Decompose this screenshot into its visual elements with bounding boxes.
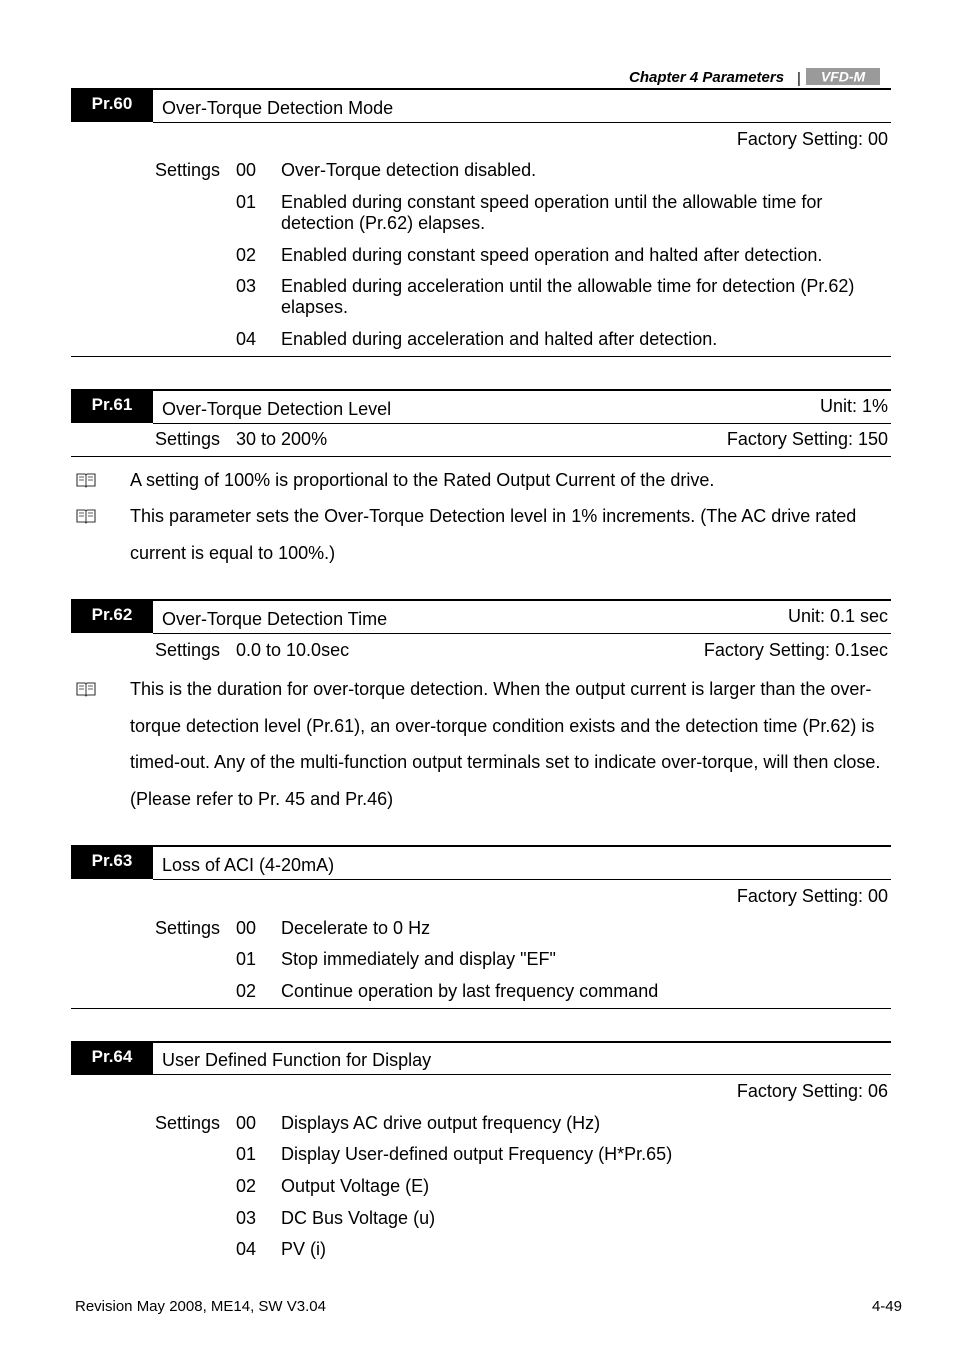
factory-setting-pr63: Factory Setting: 00 [736, 886, 888, 906]
setting-code: 03 [236, 276, 257, 296]
section-rule-top [71, 599, 891, 601]
setting-code: 04 [236, 1239, 257, 1259]
parameter-tab-pr61: Pr.61 [71, 390, 153, 423]
setting-description: Over-Torque detection disabled. [281, 160, 537, 180]
settings-label: Settings [155, 640, 221, 660]
parameter-tab-pr62: Pr.62 [71, 600, 153, 633]
title-rule [153, 122, 891, 123]
section-rule-top [71, 389, 891, 391]
setting-code: 00 [236, 918, 257, 938]
note-text: A setting of 100% is proportional to the Rated Output Current of the drive. [130, 470, 715, 490]
title-rule [153, 879, 891, 880]
parameter-title-pr61: Over-Torque Detection Level [162, 399, 392, 419]
factory-setting-pr60: Factory Setting: 00 [736, 129, 888, 149]
section-rule-top [71, 1041, 891, 1043]
setting-description: Stop immediately and display "EF" [281, 949, 556, 969]
setting-description: Enabled during acceleration and halted after detection. [281, 329, 718, 349]
title-rule [153, 1074, 891, 1075]
unit-pr62: Unit: 0.1 sec [787, 606, 888, 626]
parameter-title-pr60: Over-Torque Detection Mode [162, 98, 394, 118]
setting-code: 01 [236, 192, 257, 212]
settings-label: Settings [155, 918, 221, 938]
setting-code: 00 [236, 1113, 257, 1133]
setting-code: 03 [236, 1208, 257, 1228]
section-rule-bottom [71, 456, 891, 457]
title-rule [153, 633, 891, 634]
section-rule-bottom [71, 356, 891, 357]
parameter-tab-pr64: Pr.64 [71, 1042, 153, 1075]
unit-pr61: Unit: 1% [819, 396, 888, 416]
page-number: 4-49 [871, 1298, 902, 1315]
parameter-title-pr63: Loss of ACI (4-20mA) [162, 855, 335, 875]
setting-description: Enabled during constant speed operation and halted after detection. [281, 245, 823, 265]
setting-code: 02 [236, 1176, 257, 1196]
settings-label: Settings [155, 160, 221, 180]
setting-code: 02 [236, 981, 257, 1001]
setting-description: Enabled during acceleration until the allowable time for detection (Pr.62) elapses. [281, 276, 855, 317]
note-text: This is the duration for over-torque detection. When the output current is larger than the over-torque detection level (Pr.61), an over-torque condition exists and the detection time (Pr.62) is timed-out. Any of the multi-function output terminals set to indicate over-torque, will then close. (Please refer to Pr. 45 and Pr.46) [130, 679, 881, 810]
section-rule-top [71, 88, 891, 90]
chapter-heading: Chapter 4 Parameters [629, 69, 785, 86]
parameter-title-pr62: Over-Torque Detection Time [162, 609, 388, 629]
revision-footer: Revision May 2008, ME14, SW V3.04 [75, 1298, 326, 1315]
setting-code: 01 [236, 949, 257, 969]
parameter-title-pr64: User Defined Function for Display [162, 1050, 432, 1070]
setting-description: Output Voltage (E) [281, 1176, 430, 1196]
setting-description: PV (i) [281, 1239, 326, 1259]
factory-setting-pr61: Factory Setting: 150 [726, 429, 888, 449]
settings-label: Settings [155, 1113, 221, 1133]
header-separator: | [797, 70, 801, 87]
setting-range: 30 to 200% [236, 429, 328, 449]
setting-description: Displays AC drive output frequency (Hz) [281, 1113, 601, 1133]
setting-code: 00 [236, 160, 257, 180]
book-note-icon [76, 508, 96, 524]
setting-description: DC Bus Voltage (u) [281, 1208, 436, 1228]
settings-label: Settings [155, 429, 221, 449]
logo-text: VFD-M [820, 68, 866, 85]
setting-code: 01 [236, 1144, 257, 1164]
setting-description: Continue operation by last frequency command [281, 981, 659, 1001]
section-rule-bottom [71, 1008, 891, 1009]
setting-range: 0.0 to 10.0sec [236, 640, 350, 660]
setting-description: Decelerate to 0 Hz [281, 918, 431, 938]
title-rule [153, 423, 891, 424]
parameter-tab-pr60: Pr.60 [71, 89, 153, 122]
factory-setting-pr64: Factory Setting: 06 [736, 1081, 888, 1101]
book-note-icon [76, 681, 96, 697]
note-text: This parameter sets the Over-Torque Detection level in 1% increments. (The AC drive rated current is equal to 100%.) [130, 506, 857, 563]
setting-code: 02 [236, 245, 257, 265]
section-rule-top [71, 845, 891, 847]
setting-description: Display User-defined output Frequency (H*Pr.65) [281, 1144, 673, 1164]
vfd-m-logo [806, 68, 880, 85]
setting-description: Enabled during constant speed operation until the allowable time for detection (Pr.62) elapses. [281, 192, 823, 233]
factory-setting-pr62: Factory Setting: 0.1sec [703, 640, 888, 660]
parameter-tab-pr63: Pr.63 [71, 846, 153, 879]
book-note-icon [76, 472, 96, 488]
setting-code: 04 [236, 329, 257, 349]
